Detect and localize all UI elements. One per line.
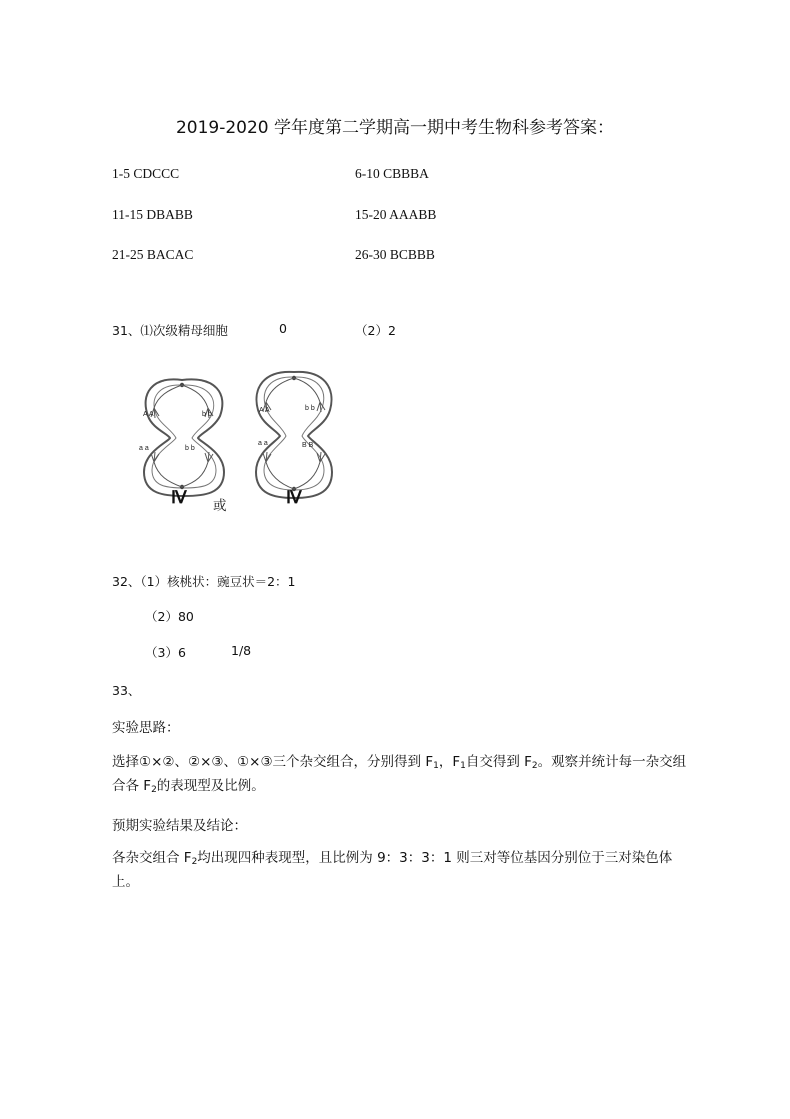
answer-group-1-5: 1-5 CDCCC bbox=[112, 166, 180, 181]
answer-group-6-10: 6-10 CBBBA bbox=[355, 166, 429, 181]
allele-label: b b bbox=[185, 445, 195, 452]
q31-part1: 31、⑴次级精母细胞 bbox=[112, 323, 228, 338]
q32-part3-fraction: 1/8 bbox=[231, 643, 252, 658]
q32-part1: 32、（1）核桃状：豌豆状＝2：1 bbox=[112, 574, 296, 589]
allele-label: a a bbox=[139, 445, 149, 452]
cell-division-figure-right bbox=[250, 368, 338, 506]
expected-result-text: 各杂交组合 $F_2$均出现四种表现型，且比例为 9：3：3：1 则三对等位基因分别位于三对染色体上。 bbox=[112, 850, 673, 890]
cell-division-figure-left bbox=[138, 372, 230, 506]
allele-label: B B bbox=[302, 442, 314, 449]
expected-result-heading: 预期实验结果及结论： bbox=[112, 818, 247, 834]
q33-label: 33、 bbox=[112, 683, 141, 698]
page-title: 2019-2020 学年度第二学期高一期中考生物科参考答案： bbox=[175, 118, 615, 138]
answer-group-15-20: 15-20 AAABB bbox=[355, 207, 437, 222]
allele-label: A A bbox=[143, 411, 154, 418]
q31-or-connector: 或 bbox=[213, 498, 227, 514]
answer-group-21-25: 21-25 BACAC bbox=[112, 247, 194, 262]
allele-label: a a bbox=[258, 440, 268, 447]
allele-label: b b bbox=[202, 411, 212, 418]
answer-group-11-15: 11-15 DBABB bbox=[112, 207, 193, 222]
q31-part2: （2）2 bbox=[355, 323, 396, 338]
answer-group-26-30: 26-30 BCBBB bbox=[355, 247, 435, 262]
experiment-idea-heading: 实验思路： bbox=[112, 720, 180, 736]
experiment-idea-text: 选择①×②、②×③、①×③三个杂交组合，分别得到 $F_1$，$F_1$自交得到 $F_2$。观察并统计每一杂交组合各 $F_2$的表现型及比例。 bbox=[112, 754, 687, 795]
roman-numeral-label: Ⅳ bbox=[286, 488, 302, 506]
allele-label: b b bbox=[305, 405, 315, 412]
allele-label: A A bbox=[259, 407, 270, 414]
q31-value: 0 bbox=[279, 321, 287, 336]
roman-numeral-label: Ⅳ bbox=[171, 488, 187, 506]
q32-part2: （2）80 bbox=[145, 609, 194, 624]
q32-part3: （3）6 bbox=[145, 645, 186, 660]
